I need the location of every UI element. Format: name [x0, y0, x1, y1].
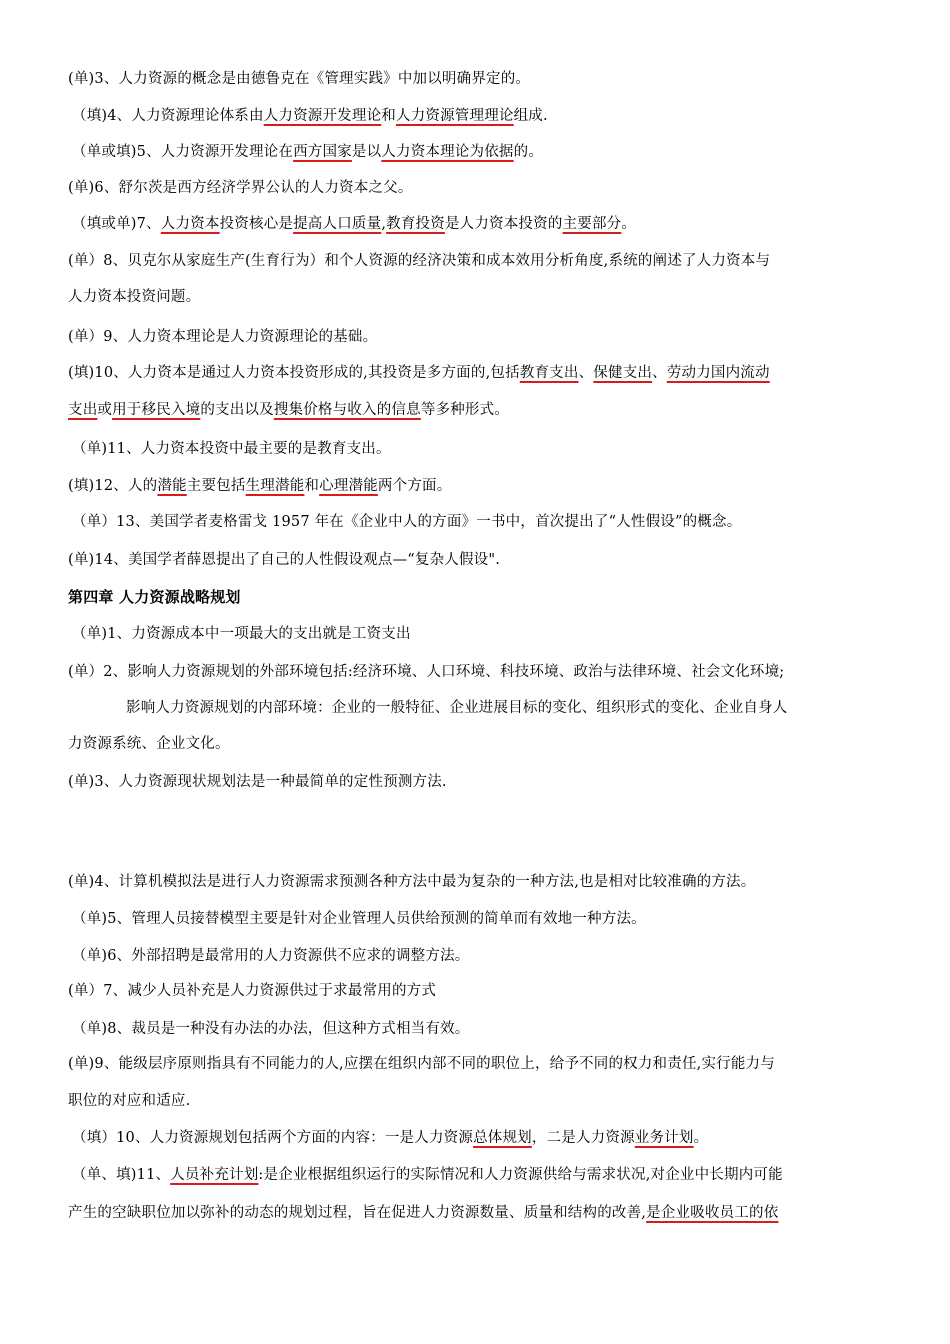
text-segment: 第四章 人力资源战略规划 [68, 588, 241, 606]
underlined-answer: 劳动力国内流动 [666, 365, 770, 381]
text-segment: 。 [693, 1130, 709, 1146]
text-segment: 主要包括 [186, 478, 246, 494]
underlined-answer: 人力资本理论为依据 [381, 144, 514, 160]
text-segment: （单)8、裁员是一种没有办法的办法，但这种方式相当有效。 [72, 1021, 470, 1037]
text-line [68, 400, 509, 420]
text-segment: 两个方面。 [377, 478, 452, 494]
text-segment: (单）8、贝克尔从家庭生产(生育行为）和个人资源的经济决策和成本效用分析角度,系统的阐述了人力资本与 [68, 253, 771, 269]
text-line [72, 439, 391, 459]
text-line [68, 1091, 190, 1111]
underlined-answer: 保健支出 [593, 365, 653, 381]
text-segment: 的。 [513, 144, 544, 160]
text-segment: 或 [97, 402, 113, 418]
text-line [68, 662, 784, 682]
text-segment: 力资源系统、企业文化。 [68, 736, 230, 752]
text-segment: (单)14、美国学者薛恩提出了自己的人性假设观点—“复杂人假设". [68, 552, 501, 568]
underlined-answer: 业务计划 [634, 1130, 694, 1146]
underlined-answer: 提高人口质量 [293, 216, 382, 232]
text-line [68, 178, 413, 198]
text-segment: (单)3、人力资源的概念是由德鲁克在《管理实践》中加以明确界定的。 [68, 71, 531, 87]
underlined-answer: 总体规划 [473, 1130, 532, 1146]
chapter-heading [68, 587, 241, 607]
text-line [72, 142, 543, 162]
text-segment: 、 [652, 365, 667, 381]
text-segment: 产生的空缺职位加以弥补的动态的规划过程，旨在促进人力资源数量、质量和结构的改善, [68, 1205, 647, 1221]
underlined-answer: 主要部分 [562, 216, 622, 232]
text-segment: (单）7、减少人员补充是人力资源供过于求最常用的方式 [68, 983, 437, 999]
text-segment: （单）13、美国学者麦格雷戈 1957 年在《企业中人的方面》一书中，首次提出了“人性假设”的概念。 [72, 514, 742, 530]
text-segment: (单)4、计算机模拟法是进行人力资源需求预测各种方法中最为复杂的一种方法,也是相对比较准确的方法。 [68, 874, 756, 890]
text-segment: (单)3、人力资源现状规划法是一种最简单的定性预测方法. [68, 774, 447, 790]
text-line [68, 251, 770, 271]
underlined-answer: 搜集价格与收入的信息 [273, 402, 421, 418]
text-line [72, 1128, 708, 1148]
text-segment: 投资核心是 [219, 216, 294, 232]
text-segment: 组成. [513, 108, 548, 124]
text-segment: 影响人力资源规划的内部环境：企业的一般特征、企业进展目标的变化、组织形式的变化、企业自身人 [126, 700, 788, 716]
underlined-answer: 是企业吸收员工的依 [646, 1205, 779, 1221]
text-segment: 和 [304, 478, 320, 494]
text-line [72, 1019, 469, 1039]
text-line [68, 476, 451, 496]
underlined-answer: 教育支出 [519, 365, 579, 381]
text-segment: 是人力资本投资的 [444, 216, 563, 232]
text-line [72, 624, 411, 644]
text-line [72, 512, 741, 532]
text-line [72, 909, 646, 929]
text-line [72, 214, 636, 234]
text-segment: 职位的对应和适应. [68, 1093, 191, 1109]
text-segment: （单)6、外部招聘是最常用的人力资源供不应求的调整方法。 [72, 948, 470, 964]
text-segment: :是企业根据组织运行的实际情况和人力资源供给与需求状况,对企业中长期内可能 [258, 1167, 783, 1183]
underlined-answer: 教育投资 [386, 216, 445, 232]
underlined-answer: 潜能 [157, 478, 187, 494]
text-line [68, 363, 770, 383]
text-segment: （单)11、人力资本投资中最主要的是教育支出。 [72, 441, 391, 457]
text-segment: 、 [578, 365, 594, 381]
text-segment: （单)1、力资源成本中一项最大的支出就是工资支出 [72, 626, 411, 642]
text-segment: （单)5、管理人员接替模型主要是针对企业管理人员供给预测的简单而有效地一种方法。 [72, 911, 646, 927]
text-segment: (填)10、人力资本是通过人力资本投资形成的,其投资是多方面的,包括 [68, 365, 520, 381]
text-line [68, 550, 500, 570]
text-segment: （单或填)5、人力资源开发理论在 [72, 144, 294, 160]
underlined-answer: 人力资本 [160, 216, 220, 232]
underlined-answer: 生理潜能 [245, 478, 305, 494]
underlined-answer: 人力资源开发理论 [263, 108, 382, 124]
text-segment: (填)12、人的 [68, 478, 158, 494]
text-segment: 。 [621, 216, 637, 232]
text-segment: （填）10、人力资源规划包括两个方面的内容：一是人力资源 [72, 1130, 474, 1146]
text-line [68, 1203, 778, 1223]
underlined-answer: 人力资源管理理论 [396, 108, 514, 124]
text-line [68, 69, 530, 89]
text-segment: ，二是人力资源 [531, 1130, 635, 1146]
underlined-answer: 心理潜能 [319, 478, 378, 494]
text-segment: 的支出以及 [200, 402, 274, 418]
text-segment: （单、填)11、 [72, 1167, 171, 1183]
text-line [68, 1054, 775, 1074]
underlined-answer: 西方国家 [293, 144, 352, 160]
text-segment: 和 [381, 108, 396, 124]
text-line [68, 287, 200, 307]
text-segment: (单）2、影响人力资源规划的外部环境包括:经济环境、人口环境、科技环境、政治与法律环境、社会文化环境; [68, 664, 785, 680]
text-line [68, 772, 447, 792]
text-line [68, 981, 436, 1001]
text-segment: 人力资本投资问题。 [68, 289, 201, 305]
text-line [126, 698, 788, 718]
text-segment: (单）9、人力资本理论是人力资源理论的基础。 [68, 329, 378, 345]
text-segment: (单)6、舒尔茨是西方经济学界公认的人力资本之父。 [68, 180, 413, 196]
underlined-answer: 支出 [68, 402, 98, 418]
text-line [68, 734, 230, 754]
text-segment: (单)9、能级层序原则指具有不同能力的人,应摆在组织内部不同的职位上，给予不同的权力和责任,实行能力与 [68, 1056, 775, 1072]
text-segment: 等多种形式。 [420, 402, 510, 418]
text-segment: 是以 [351, 144, 382, 160]
underlined-answer: 人员补充计划 [170, 1167, 259, 1183]
text-segment: , [381, 216, 387, 232]
text-line [72, 946, 469, 966]
text-segment: （填或单)7、 [72, 216, 161, 232]
underlined-answer: 用于移民入境 [112, 402, 201, 418]
text-line [72, 106, 548, 126]
text-line [72, 1165, 783, 1185]
text-line [68, 327, 377, 347]
text-segment: （填)4、人力资源理论体系由 [72, 108, 264, 124]
text-line [68, 872, 755, 892]
